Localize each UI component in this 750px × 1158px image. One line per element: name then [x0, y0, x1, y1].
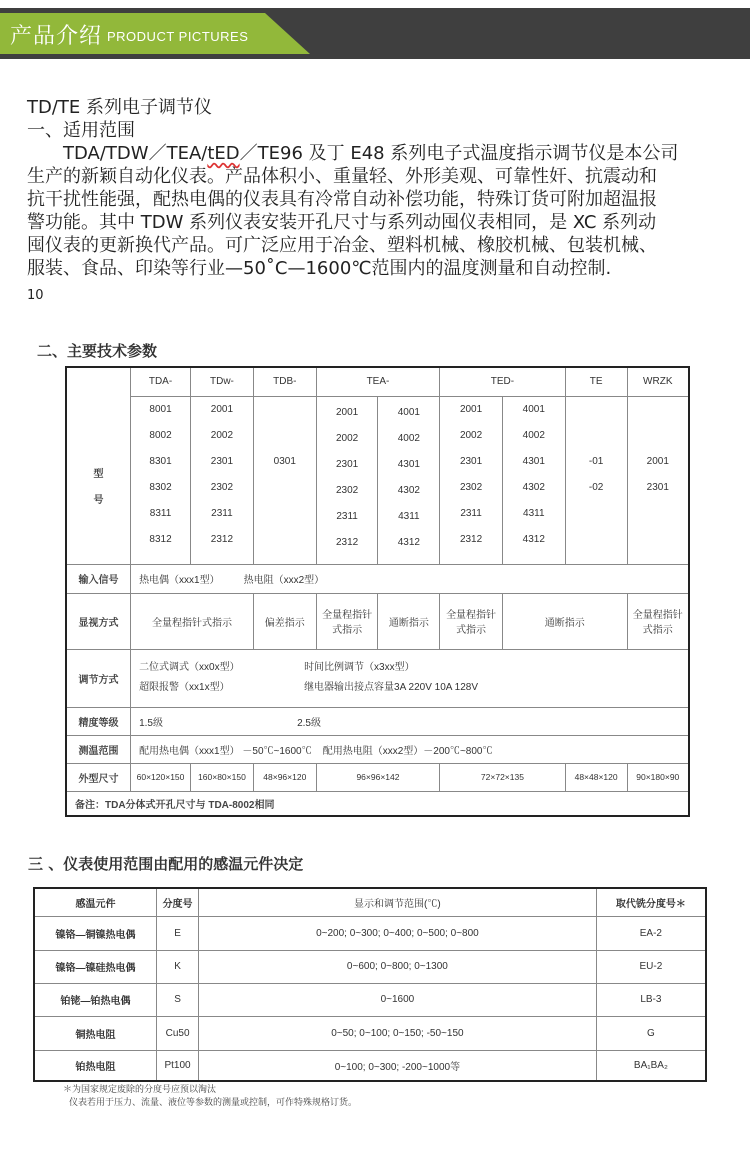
display-cell: 通断指示 — [378, 593, 440, 649]
model-value: 4301 — [397, 458, 420, 470]
model-value: 4311 — [398, 510, 420, 522]
graduation: K — [157, 950, 199, 983]
range-label: 测温范围 — [66, 735, 131, 763]
model-value: 4312 — [522, 533, 545, 545]
note-row — [66, 791, 689, 816]
sensor-name: 镍铬—铜镍热电偶 — [34, 916, 157, 950]
control-alarm: 超限报警（xx1x型） — [139, 682, 230, 693]
sensor-name: 铜热电阻 — [34, 1016, 157, 1050]
model-value: 2312 — [210, 533, 234, 545]
header-wrzk: WRZK — [627, 367, 689, 396]
models-te — [565, 396, 627, 564]
sensor-name: 镍铬—镍硅热电偶 — [34, 950, 157, 983]
table-row — [34, 1050, 706, 1081]
banner-title-en: PRODUCT PICTURES — [107, 29, 249, 44]
accuracy-value — [131, 707, 689, 735]
display-cell: 通断指示 — [502, 593, 627, 649]
intro-para-line-3: 抗干扰性能强，配热电偶的仪表具有冷常自动补偿功能，特殊订货可附加超温报 — [27, 189, 657, 210]
model-value: 8311 — [149, 507, 172, 519]
intro-para-line-4: 警功能。其中 TDW 系列仪表安装开孔尺寸与系列动囤仪表相同，是 XC 系列动 — [27, 212, 657, 233]
model-value: 2301 — [646, 481, 669, 493]
control-value — [131, 649, 689, 707]
model-value: 2311 — [460, 507, 482, 519]
intro-para-line-1 — [27, 142, 737, 165]
model-label-1: 型 — [93, 468, 104, 480]
table-row — [34, 1016, 706, 1050]
models-tdb — [253, 396, 316, 564]
model-value: 8312 — [149, 533, 172, 545]
model-value: 2312 — [335, 536, 359, 548]
model-value: 2002 — [459, 429, 483, 441]
spec-table — [65, 366, 690, 817]
graduation: Pt100 — [157, 1050, 199, 1081]
input-signal-label: 输入信号 — [66, 564, 131, 593]
model-value: 8002 — [149, 429, 172, 441]
model-value: 4301 — [522, 455, 545, 467]
display-cell: 全量程指针式指示 — [316, 593, 378, 649]
section3-title: 三 、仪表使用范围由配用的感温元件决定 — [28, 855, 304, 873]
graduation: S — [157, 983, 199, 1016]
header-te: TE — [565, 367, 627, 396]
range-value: 配用热电偶（xxx1型） －50℃~1600℃ 配用热电阻（xxx2型）－200℃~800℃ — [131, 735, 689, 763]
model-value: 4001 — [522, 403, 545, 415]
header-graduation: 分度号 — [157, 888, 199, 916]
model-value: 8302 — [149, 481, 172, 493]
intro-para-line-2: 生产的新颖自动化仪表。产品体积小、重量轻、外形美观、可靠性奸、抗震动和 — [27, 166, 657, 187]
control-time-proportional: 时间比例调节（x3xx型） — [304, 662, 415, 673]
display-label: 显视方式 — [66, 593, 131, 649]
control-two-position: 二位式调式（xx0x型） — [139, 662, 240, 673]
model-value: 2301 — [210, 455, 234, 467]
model-value: 2302 — [335, 484, 359, 496]
size-cell: 48×96×120 — [253, 763, 316, 791]
range: 0~600; 0~800; 0~1300 — [199, 950, 597, 983]
input-signal-row — [66, 564, 689, 593]
graduation: E — [157, 916, 199, 950]
control-relay-capacity: 继电器输出接点容量3A 220V 10A 128V — [304, 682, 479, 693]
model-value: 2001 — [459, 403, 483, 415]
model-value: 2001 — [335, 406, 359, 418]
footnotes — [63, 1084, 357, 1110]
accuracy-1: 1.5级 — [139, 717, 163, 729]
model-value: 2302 — [210, 481, 234, 493]
size-cell: 72×72×135 — [440, 763, 565, 791]
range: 0~100; 0~300; -200~1000等 — [199, 1050, 597, 1081]
size-cell: 48×48×120 — [565, 763, 627, 791]
model-value: 8301 — [149, 455, 172, 467]
input-signal-value — [131, 564, 689, 593]
product-heading: TD/TE 系列电子调节仪 — [27, 97, 213, 118]
intro-para-line-6: 服装、食品、印染等行业—50˚C—1600℃范围内的温度测量和自动控制. — [27, 258, 612, 279]
model-value: -01 — [588, 455, 604, 467]
range: 0~1600 — [199, 983, 597, 1016]
model-value: 2311 — [211, 507, 233, 519]
intro-para-line-5: 囤仪表的更新换代产品。可广泛应用于冶金、塑料机械、橡胶机械、包装机械、 — [27, 235, 657, 256]
model-label-cell — [66, 367, 131, 564]
model-value: -02 — [588, 481, 604, 493]
header-tdb: TDB- — [253, 367, 316, 396]
range: 0~50; 0~100; 0~150; -50~150 — [199, 1016, 597, 1050]
display-cell: 全量程指针式指示 — [131, 593, 254, 649]
models-ted-a — [440, 396, 503, 564]
replaced-graduation: LB-3 — [596, 983, 706, 1016]
banner-title-cn: 产品介绍 — [10, 24, 103, 49]
models-tea-a — [316, 396, 378, 564]
header-sensor: 感温元件 — [34, 888, 157, 916]
display-cell: 全量程指针式指示 — [627, 593, 689, 649]
model-value: 2001 — [210, 403, 234, 415]
sensor-name: 铂铑—铂热电偶 — [34, 983, 157, 1016]
section1-title: 一、适用范围 — [27, 120, 135, 141]
model-value: 4302 — [397, 484, 420, 496]
header-tda: TDA- — [131, 367, 191, 396]
accuracy-2: 2.5级 — [297, 717, 321, 729]
models-tea-b — [378, 396, 440, 564]
header-ted: TED- — [440, 367, 565, 396]
accuracy-row — [66, 707, 689, 735]
models-tdw — [190, 396, 253, 564]
model-value: 2002 — [210, 429, 234, 441]
size-cell: 96×96×142 — [316, 763, 439, 791]
control-label: 调节方式 — [66, 649, 131, 707]
models-wrzk — [627, 396, 689, 564]
replaced-graduation: EU-2 — [596, 950, 706, 983]
size-row — [66, 763, 689, 791]
model-value: 2311 — [336, 510, 358, 522]
size-cell: 160×80×150 — [190, 763, 253, 791]
header-range: 显示和调节范围(℃) — [199, 888, 597, 916]
footnote-1: ＊为国家规定废除的分度号应预以淘汰 — [63, 1085, 217, 1095]
sensor-header-row — [34, 888, 706, 916]
model-value: 4312 — [397, 536, 420, 548]
model-value: 2001 — [646, 455, 669, 467]
model-value: 4001 — [397, 406, 420, 418]
display-row — [66, 593, 689, 649]
accuracy-label: 精度等级 — [66, 707, 131, 735]
input-thermocouple: 热电偶（xxx1型） — [139, 575, 220, 586]
sensor-table — [33, 887, 707, 1082]
model-value: 2312 — [459, 533, 483, 545]
header-tdw: TDw- — [190, 367, 253, 396]
replaced-graduation: EA-2 — [596, 916, 706, 950]
range-row — [66, 735, 689, 763]
display-cell: 偏差指示 — [253, 593, 316, 649]
sensor-name: 铂热电阻 — [34, 1050, 157, 1081]
model-value: 4002 — [522, 429, 545, 441]
display-cell: 全量程指针式指示 — [440, 593, 503, 649]
range: 0~200; 0~300; 0~400; 0~500; 0~800 — [199, 916, 597, 950]
model-value: 0301 — [273, 455, 296, 467]
para-text: ／TE96 及丁 E48 系列电子式温度指示调节仪是本公司 — [239, 143, 679, 164]
graduation: Cu50 — [157, 1016, 199, 1050]
model-value: 2302 — [459, 481, 483, 493]
model-row — [66, 396, 689, 564]
replaced-graduation: G — [596, 1016, 706, 1050]
size-label: 外型尺寸 — [66, 763, 131, 791]
table-row — [34, 983, 706, 1016]
model-value: 2301 — [335, 458, 359, 470]
size-cell: 60×120×150 — [131, 763, 191, 791]
spec-header-row — [66, 367, 689, 396]
spellcheck-word: tED — [207, 143, 240, 164]
input-rtd: 热电阻（xxx2型） — [243, 575, 325, 586]
model-value: 2002 — [335, 432, 359, 444]
stray-number: 10 — [27, 288, 44, 303]
section2-title: 二、主要技术参数 — [37, 342, 158, 360]
note-value: 备注：TDA分体式开孔尺寸与 TDA-8002相同 — [66, 791, 689, 816]
model-label-2: 号 — [93, 494, 104, 506]
header-tea: TEA- — [316, 367, 439, 396]
intro-section — [27, 96, 737, 307]
models-tda — [131, 396, 191, 564]
model-value: 4302 — [522, 481, 545, 493]
replaced-graduation: BA₁BA₂ — [596, 1050, 706, 1081]
table-row — [34, 950, 706, 983]
model-value: 4311 — [523, 507, 545, 519]
model-value: 4002 — [397, 432, 420, 444]
footnote-2: 仪表若用于压力、流量、液位等参数的测量或控制，可作特殊规格订货。 — [69, 1098, 358, 1108]
header-replaced: 取代铣分度号＊ — [596, 888, 706, 916]
table-row — [34, 916, 706, 950]
model-value: 2301 — [459, 455, 483, 467]
para-text: TDA/TDW／TEA/ — [63, 143, 208, 164]
model-value: 8001 — [149, 403, 172, 415]
models-ted-b — [502, 396, 565, 564]
size-cell: 90×180×90 — [627, 763, 689, 791]
control-row — [66, 649, 689, 707]
